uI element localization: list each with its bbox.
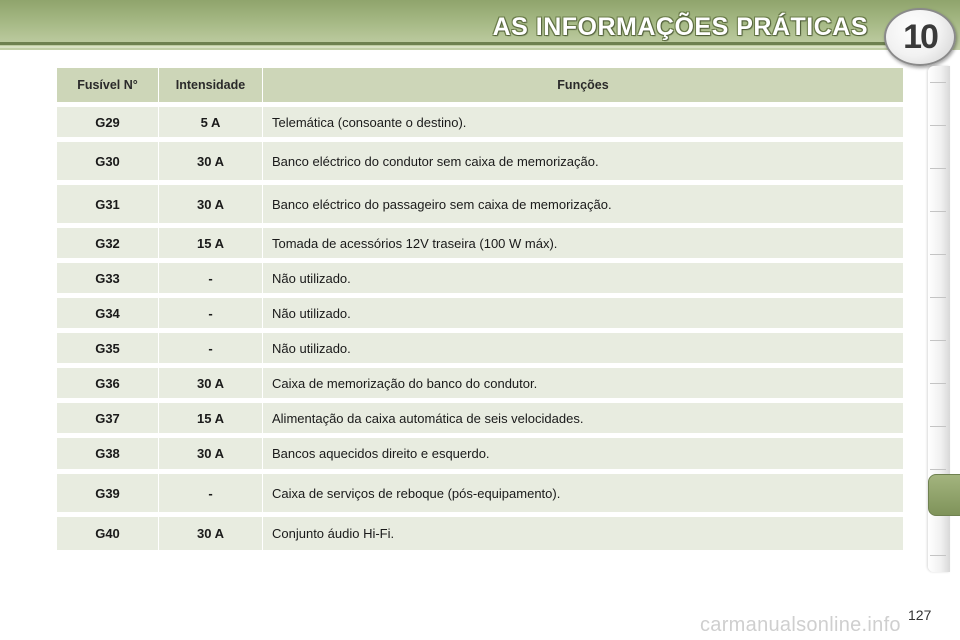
fuse-number: G33 (57, 263, 158, 293)
tab-divider (930, 340, 946, 341)
table-row (57, 107, 903, 137)
fuse-number: G32 (57, 228, 158, 258)
chapter-number: 10 (903, 17, 937, 56)
tab-divider (930, 254, 946, 255)
tab-divider (930, 297, 946, 298)
fuse-function: Conjunto áudio Hi-Fi. (263, 517, 903, 550)
tab-divider (930, 555, 946, 556)
tab-divider (930, 82, 946, 83)
fuse-function: Tomada de acessórios 12V traseira (100 W máx). (263, 228, 903, 258)
page-title: AS INFORMAÇÕES PRÁTICAS (492, 13, 868, 41)
tab-divider (930, 383, 946, 384)
fuse-number: G36 (57, 368, 158, 398)
fuse-number: G30 (57, 142, 158, 180)
column-header-fuse: Fusível N° (57, 68, 158, 102)
tab-divider (930, 125, 946, 126)
fuse-function: Telemática (consoante o destino). (263, 107, 903, 137)
fuse-function: Banco eléctrico do condutor sem caixa de memorização. (263, 142, 903, 180)
fuse-intensity: 5 A (159, 107, 262, 137)
fuse-intensity: 30 A (159, 185, 262, 223)
fuse-function: Caixa de memorização do banco do condutor. (263, 368, 903, 398)
active-chapter-tab[interactable] (928, 474, 960, 516)
fuse-intensity: - (159, 298, 262, 328)
fuse-intensity: 30 A (159, 142, 262, 180)
tab-divider (930, 211, 946, 212)
column-header-functions: Funções (263, 68, 903, 102)
fuse-number: G40 (57, 517, 158, 550)
fuse-intensity: - (159, 263, 262, 293)
tab-divider (930, 469, 946, 470)
fuse-intensity: 15 A (159, 228, 262, 258)
fuse-function: Caixa de serviços de reboque (pós-equipamento). (263, 474, 903, 512)
fuse-number: G31 (57, 185, 158, 223)
fuse-intensity: 30 A (159, 517, 262, 550)
fuse-function: Não utilizado. (263, 263, 903, 293)
fuse-intensity: - (159, 333, 262, 363)
table-row (57, 228, 903, 258)
tab-divider (930, 168, 946, 169)
fuse-table (57, 68, 903, 555)
table-row (57, 298, 903, 328)
fuse-number: G29 (57, 107, 158, 137)
table-row (57, 368, 903, 398)
table-row (57, 263, 903, 293)
table-row (57, 438, 903, 469)
table-row (57, 517, 903, 550)
tab-divider (930, 426, 946, 427)
fuse-number: G38 (57, 438, 158, 469)
fuse-intensity: 30 A (159, 438, 262, 469)
fuse-function: Alimentação da caixa automática de seis velocidades. (263, 403, 903, 433)
fuse-number: G39 (57, 474, 158, 512)
table-row (57, 403, 903, 433)
fuse-number: G35 (57, 333, 158, 363)
column-header-intensity: Intensidade (159, 68, 262, 102)
fuse-function: Não utilizado. (263, 333, 903, 363)
table-row (57, 142, 903, 180)
fuse-intensity: 30 A (159, 368, 262, 398)
fuse-intensity: - (159, 474, 262, 512)
chapter-badge (884, 8, 956, 66)
table-header-row (57, 68, 903, 102)
fuse-function: Banco eléctrico do passageiro sem caixa de memorização. (263, 185, 903, 223)
fuse-function: Não utilizado. (263, 298, 903, 328)
table-row (57, 474, 903, 512)
header-divider-light (0, 46, 900, 48)
table-row (57, 333, 903, 363)
fuse-number: G37 (57, 403, 158, 433)
fuse-number: G34 (57, 298, 158, 328)
page-number: 127 (908, 607, 932, 623)
header-divider (0, 42, 900, 45)
fuse-function: Bancos aquecidos direito e esquerdo. (263, 438, 903, 469)
table-row (57, 185, 903, 223)
fuse-intensity: 15 A (159, 403, 262, 433)
watermark: carmanualsonline.info (700, 614, 901, 636)
